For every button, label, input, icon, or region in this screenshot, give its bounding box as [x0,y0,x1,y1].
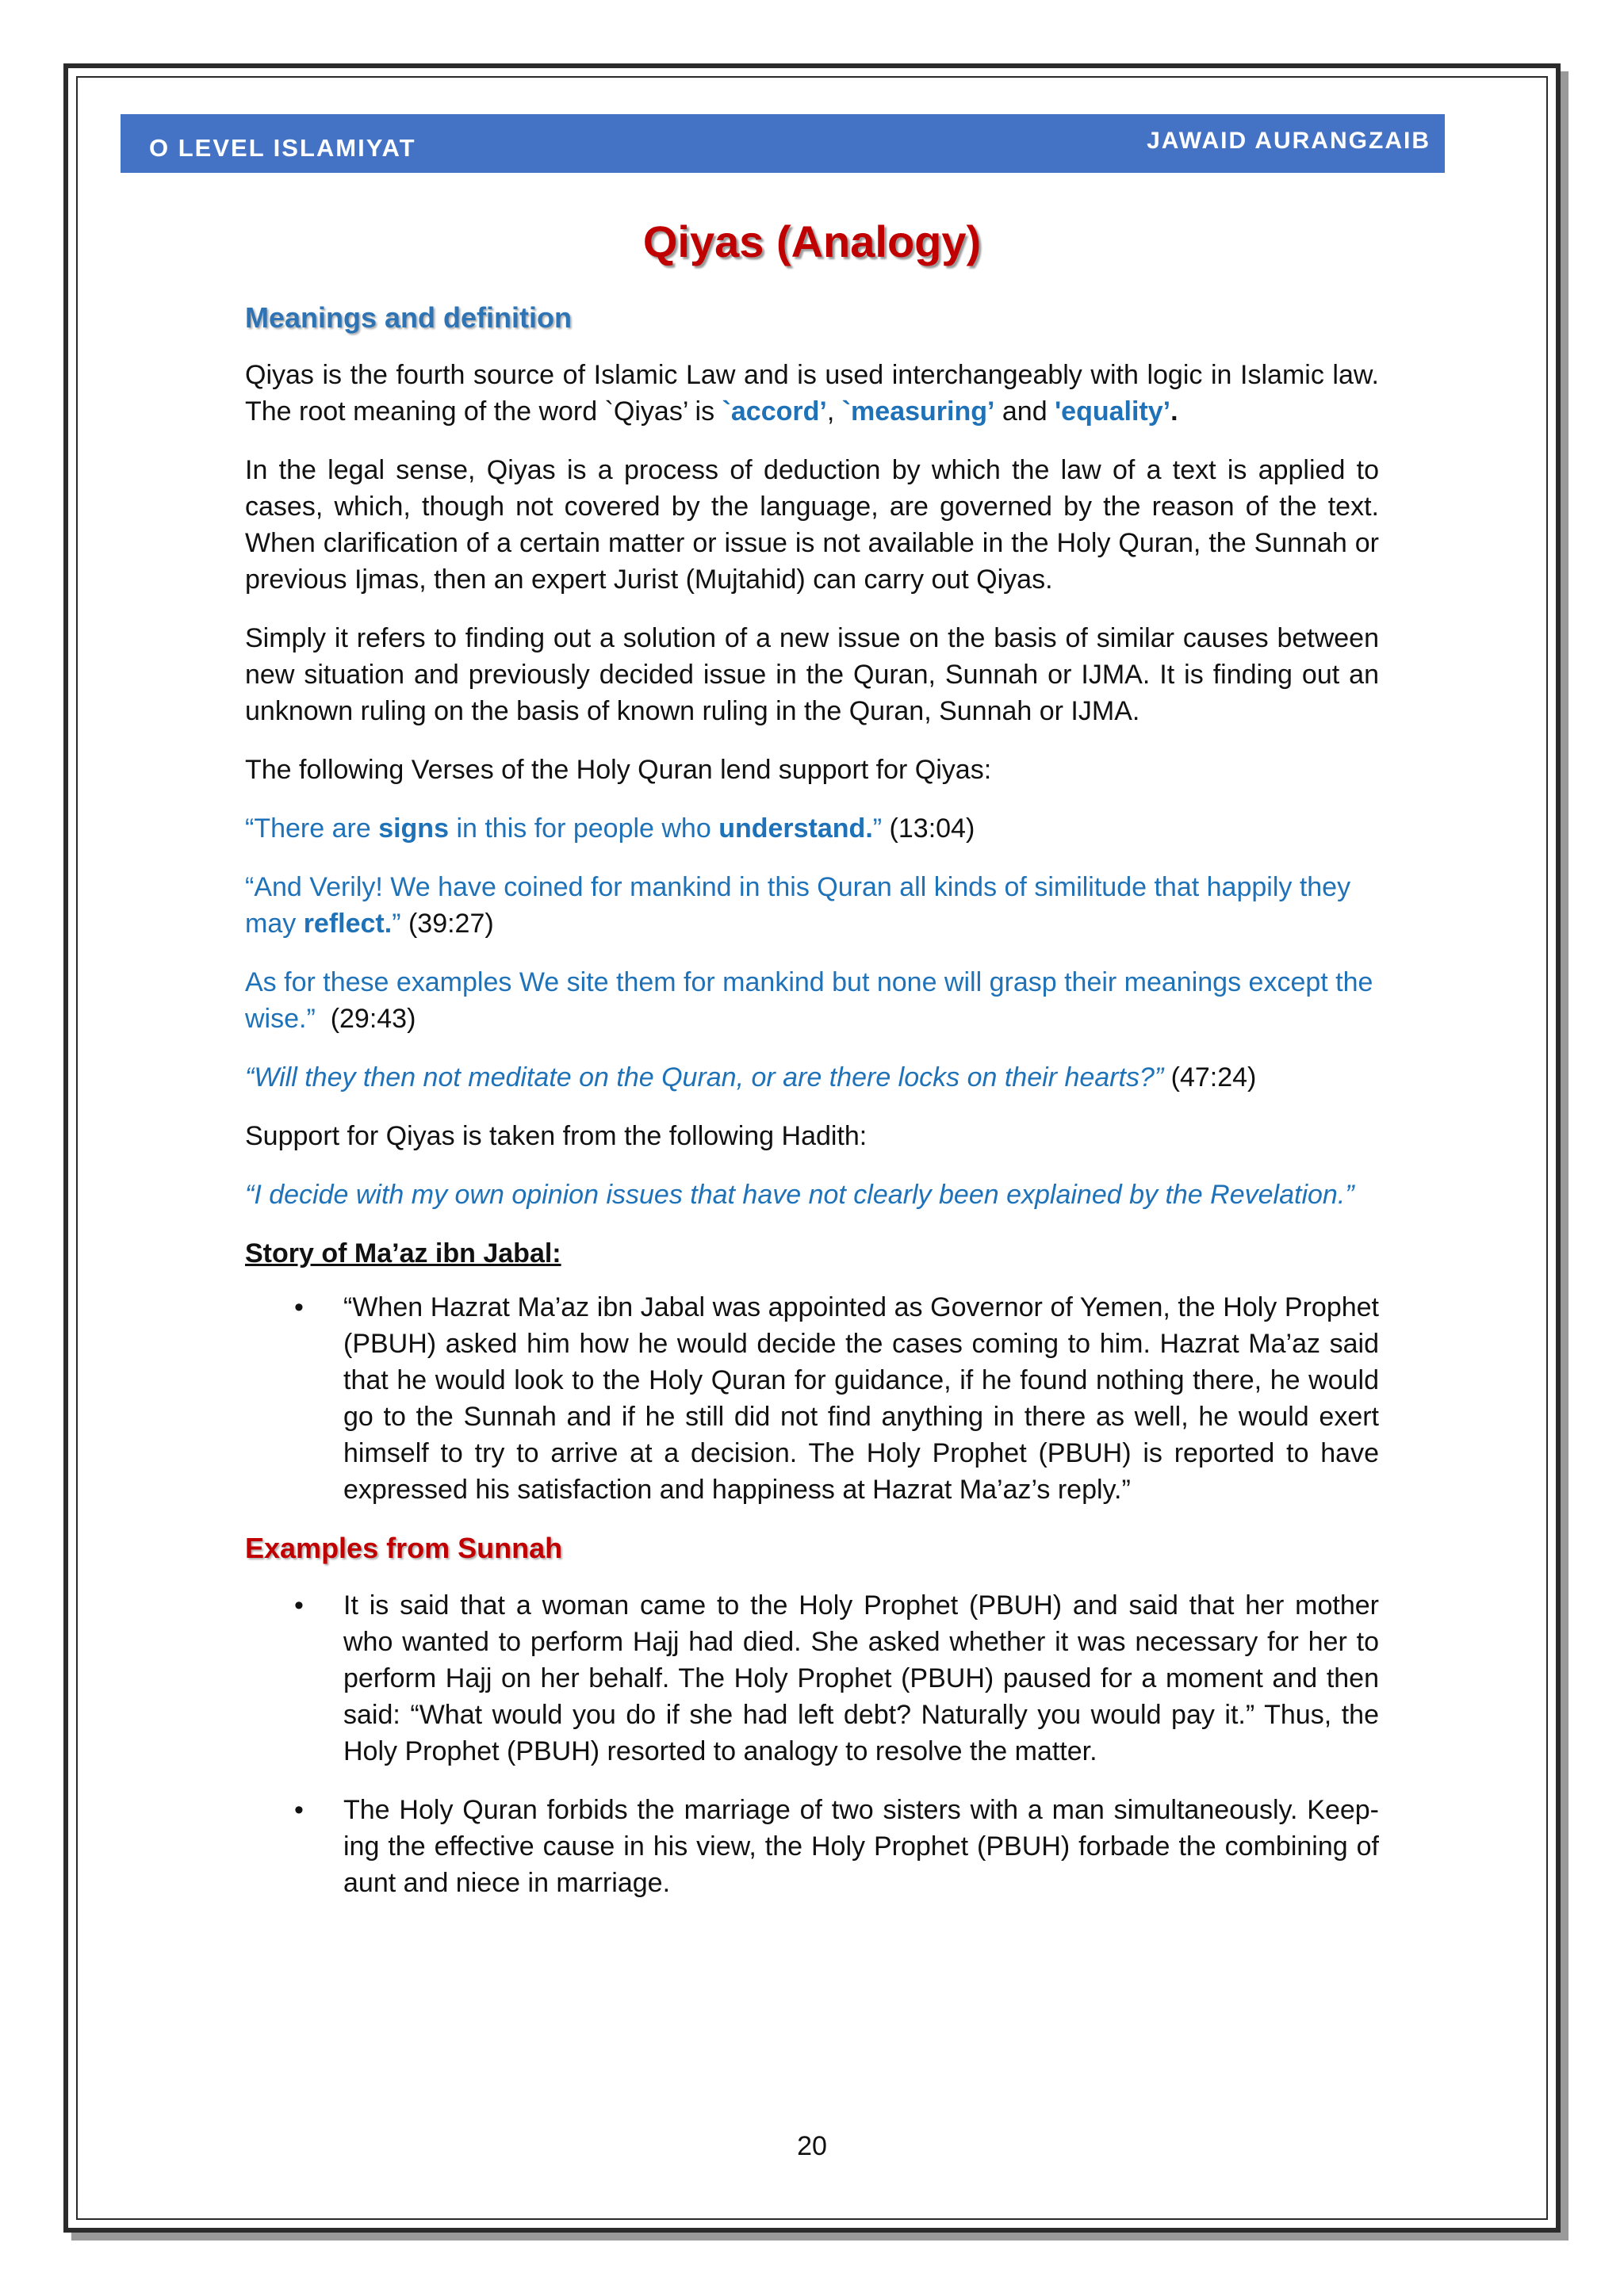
verse-29-43 [245,964,1379,1037]
verse-13-04 [245,810,1379,847]
paragraph-text: Qiyas is the fourth source of Islamic Law and is used interchangeably with logic in Islamic law. The root meaning of the word `Qiyas’ is [245,360,1379,427]
paragraph-simple-explanation: Simply it refers to finding out a solution of a new issue on the basis of similar causes between new situation and previously decided issue in the Quran, Sunnah or IJMA. It is finding out an unknown ruling on the basis of known ruling in the Quran, Sunnah or IJMA. [245,623,1379,726]
verse-emphasis-reflect: reflect. [303,909,393,939]
header-bar [121,114,1445,173]
term-accord: `accord’ [722,396,827,427]
section-heading-meanings: Meanings and definition [245,301,572,334]
header-course-title: O LEVEL ISLAMIYAT [149,134,416,162]
list-item [294,1289,1379,1508]
page-title: Qiyas (Analogy) [642,216,982,266]
verse-reference: (13:04) [882,813,975,844]
verse-reference: (29:43) [315,1004,416,1034]
term-measuring: `measuring’ [841,396,995,427]
bullet-icon: • [294,1292,304,1322]
verse-47-24 [245,1059,1379,1096]
term-equality: 'equality’ [1055,396,1171,427]
example-text: It is said that a woman came to the Holy Prophet (PBUH) and said that her mother who wanted to perform Hajj had died. She asked whether it was necessary for her to perform Hajj on her behalf. The Holy Prophet (PBUH) paused for a moment and then said: “What would you do if she had left debt? Naturally you would pay it.” Thus, the Holy Prophet (PBUH) resorted to analogy to resolve the matter. [343,1590,1379,1766]
bullet-icon: • [294,1590,304,1621]
paragraph-legal-sense: In the legal sense, Qiyas is a process of deduction by which the law of a text is applied to cases, which, though not covered by the language, are governed by the reason of the text. When clarification of a certain matter or issue is not available in the Holy Quran, the Sunnah or previous Ijmas, then an expert Jurist (Mujtahid) can carry out Qiyas. [245,455,1379,595]
page-number: 20 [797,2131,827,2161]
bullet-icon: • [294,1795,304,1825]
example-text: The Holy Quran forbids the marriage of two sisters with a man simultaneously. Keep-ing the effective cause in his view, the Holy Prophet (PBUH) forbade the combining of aunt and niece in marriage. [343,1795,1379,1898]
verse-emphasis-signs: signs [378,813,449,844]
document-body [245,300,1379,1923]
verses-intro: The following Verses of the Holy Quran lend support for Qiyas: [245,755,992,785]
section-heading-examples: Examples from Sunnah [245,1532,563,1564]
verse-reference: (47:24) [1163,1062,1257,1093]
separator: and [994,396,1055,427]
story-text: “When Hazrat Ma’az ibn Jabal was appointed as Governor of Yemen, the Holy Prophet (PBUH) asked him how he would decide the cases coming to him. Hazrat Ma’az said that he would look to the Holy Quran for guidance, if he found nothing there, he would go to the Sunnah and if he still did not find anything in there as well, he would exert himself to try to arrive at a decision. The Holy Prophet (PBUH) is reported to have expressed his satisfaction and happiness at Hazrat Ma’az’s reply.” [343,1292,1379,1505]
story-heading: Story of Ma’az ibn Jabal: [245,1238,561,1269]
paragraph-definition [245,357,1379,430]
sentence-end: . [1170,396,1178,427]
verse-39-27 [245,869,1379,942]
verse-text: in this for people who [449,813,719,844]
verse-text: “Will they then not meditate on the Quran, or are there locks on their hearts?” [245,1062,1164,1093]
verse-emphasis-understand: understand. [718,813,873,844]
hadith-intro: Support for Qiyas is taken from the following Hadith: [245,1121,868,1151]
separator: , [826,396,842,427]
examples-list [245,1587,1379,1901]
verse-text: “There are [245,813,379,844]
verse-text: As for these examples We site them for mankind but none will grasp their meanings except the wise.” [245,967,1373,1034]
verse-text: ” [392,909,401,939]
story-list [245,1289,1379,1508]
verse-text: “And Verily! We have coined for mankind in this Quran all kinds of similitude that happily they may [245,872,1351,939]
header-author-name: JAWAID AURANGZAIB [1147,128,1431,154]
list-item [294,1587,1379,1770]
verse-reference: (39:27) [400,909,494,939]
list-item [294,1792,1379,1901]
hadith-quote: “I decide with my own opinion issues that have not clearly been explained by the Revelation.” [245,1180,1354,1210]
verse-text: ” [872,813,883,844]
